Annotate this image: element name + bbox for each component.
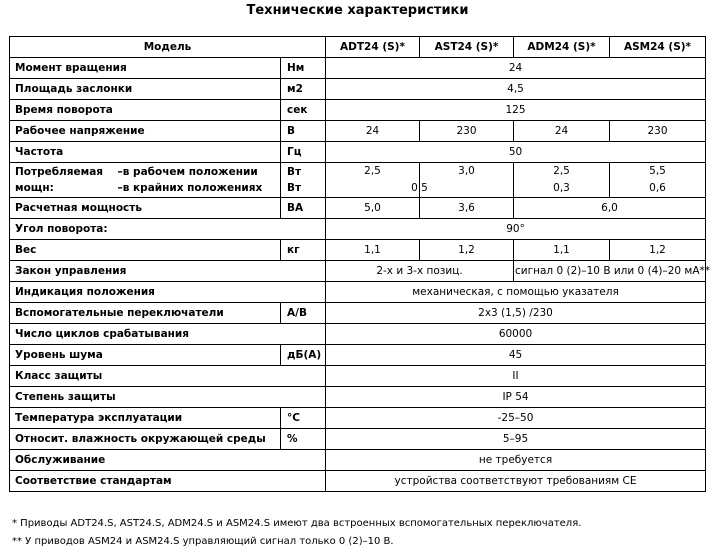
table-row — [10, 282, 706, 303]
row-label: Рабочее напряжение — [10, 121, 281, 142]
table-row — [10, 240, 706, 261]
power-operating-value: 2,5 — [364, 164, 381, 177]
row-unit: сек — [281, 100, 326, 121]
model-header-asm24: ASM24 (S)* — [610, 37, 706, 58]
model-header-adm24: ADM24 (S)* — [514, 37, 610, 58]
power-unit-end: Вт — [287, 182, 302, 194]
row-value: 60000 — [326, 324, 706, 345]
row-value: 3,6 — [420, 198, 514, 219]
row-value: 125 — [326, 100, 706, 121]
table-row — [10, 387, 706, 408]
row-unit: ВА — [281, 198, 326, 219]
row-value: механическая, с помощью указателя — [326, 282, 706, 303]
row-value: 1,1 — [514, 240, 610, 261]
power-units — [281, 163, 326, 198]
row-unit: дБ(А) — [281, 345, 326, 366]
row-value: 24 — [326, 58, 706, 79]
row-value: устройства соответствуют требованиям СЕ — [326, 471, 706, 492]
row-value: 50 — [326, 142, 706, 163]
footnote-2: ** У приводов ASM24 и ASM24.S управляющий сигнал только 0 (2)–10 В. — [12, 536, 394, 547]
table-header-row — [10, 37, 706, 58]
row-label: Вспомогательные переключатели — [10, 303, 281, 324]
row-value: 1,2 — [420, 240, 514, 261]
row-label: Вес — [10, 240, 281, 261]
table-row — [10, 471, 706, 492]
row-value: 45 — [326, 345, 706, 366]
row-value: II — [326, 366, 706, 387]
table-row — [10, 303, 706, 324]
power-value-adm24 — [514, 163, 610, 198]
table-row — [10, 121, 706, 142]
row-unit: Нм — [281, 58, 326, 79]
power-value-ast24 — [420, 163, 514, 198]
row-value: IP 54 — [326, 387, 706, 408]
row-value: 230 — [610, 121, 706, 142]
table-row — [10, 100, 706, 121]
table-row — [10, 261, 706, 282]
row-value: не требуется — [326, 450, 706, 471]
power-sublabel-operating: –в рабочем положении — [117, 166, 258, 178]
row-unit: кг — [281, 240, 326, 261]
power-value-asm24 — [610, 163, 706, 198]
row-unit: А/В — [281, 303, 326, 324]
power-end-value: 0,5 — [411, 182, 428, 194]
row-label: Температура эксплуатации — [10, 408, 281, 429]
row-label: Степень защиты — [10, 387, 326, 408]
footnote-1: * Приводы ADT24.S, AST24.S, ADM24.S и ASM24.S имеют два встроенных вспомогательных переключателя. — [12, 518, 582, 529]
row-label: Время поворота — [10, 100, 281, 121]
power-sublabels — [116, 163, 281, 198]
row-value: 5,0 — [326, 198, 420, 219]
power-end-value: 0,6 — [649, 182, 666, 194]
power-value-adt24 — [326, 163, 420, 198]
row-value: 24 — [514, 121, 610, 142]
table-row — [10, 450, 706, 471]
row-value: 230 — [420, 121, 514, 142]
table-row — [10, 324, 706, 345]
model-header: Модель — [10, 37, 326, 58]
table-row — [10, 219, 706, 240]
table-row — [10, 79, 706, 100]
row-unit: % — [281, 429, 326, 450]
row-label: Соответствие стандартам — [10, 471, 326, 492]
table-row-power — [10, 163, 706, 198]
table-row — [10, 366, 706, 387]
row-label: Число циклов срабатывания — [10, 324, 326, 345]
table-row — [10, 198, 706, 219]
row-value: 2х3 (1,5) /230 — [326, 303, 706, 324]
row-label: Относит. влажность окружающей среды — [10, 429, 281, 450]
row-value: 1,2 — [610, 240, 706, 261]
spec-table — [9, 36, 710, 492]
row-value: 5–95 — [326, 429, 706, 450]
row-label: Момент вращения — [10, 58, 281, 79]
page-title: Технические характеристики — [246, 3, 469, 18]
power-operating-value: 2,5 — [553, 164, 570, 177]
row-label: Класс защиты — [10, 366, 326, 387]
row-value: 2-х и 3-х позиц. — [326, 261, 514, 282]
power-sublabel-end: –в крайних положениях — [117, 182, 263, 194]
power-operating-value: 3,0 — [458, 164, 475, 177]
table-row — [10, 429, 706, 450]
power-end-value: 0,3 — [553, 182, 570, 194]
row-value: 6,0 — [514, 198, 706, 219]
row-value: 1,1 — [326, 240, 420, 261]
row-unit: В — [281, 121, 326, 142]
row-value: -25–50 — [326, 408, 706, 429]
power-operating-value: 5,5 — [649, 164, 666, 177]
row-unit: м2 — [281, 79, 326, 100]
row-label: Закон управления — [10, 261, 326, 282]
row-label: Угол поворота: — [10, 219, 326, 240]
table-row — [10, 142, 706, 163]
row-label: Частота — [10, 142, 281, 163]
row-label: Расчетная мощность — [10, 198, 281, 219]
table-row — [10, 408, 706, 429]
power-label — [10, 163, 116, 198]
row-unit: °С — [281, 408, 326, 429]
row-unit: Гц — [281, 142, 326, 163]
row-label: Обслуживание — [10, 450, 326, 471]
row-label: Площадь заслонки — [10, 79, 281, 100]
row-label: Уровень шума — [10, 345, 281, 366]
model-header-adt24: ADT24 (S)* — [326, 37, 420, 58]
power-label-line1: Потребляемая — [15, 166, 104, 178]
table-row — [10, 58, 706, 79]
row-value: 4,5 — [326, 79, 706, 100]
power-label-line2: мощн: — [15, 182, 54, 194]
row-value: сигнал 0 (2)–10 В или 0 (4)–20 мА** — [514, 261, 706, 282]
power-unit-operating: Вт — [287, 166, 302, 178]
row-value: 24 — [326, 121, 420, 142]
row-label: Индикация положения — [10, 282, 326, 303]
row-value: 90° — [326, 219, 706, 240]
table-row — [10, 345, 706, 366]
model-header-ast24: AST24 (S)* — [420, 37, 514, 58]
